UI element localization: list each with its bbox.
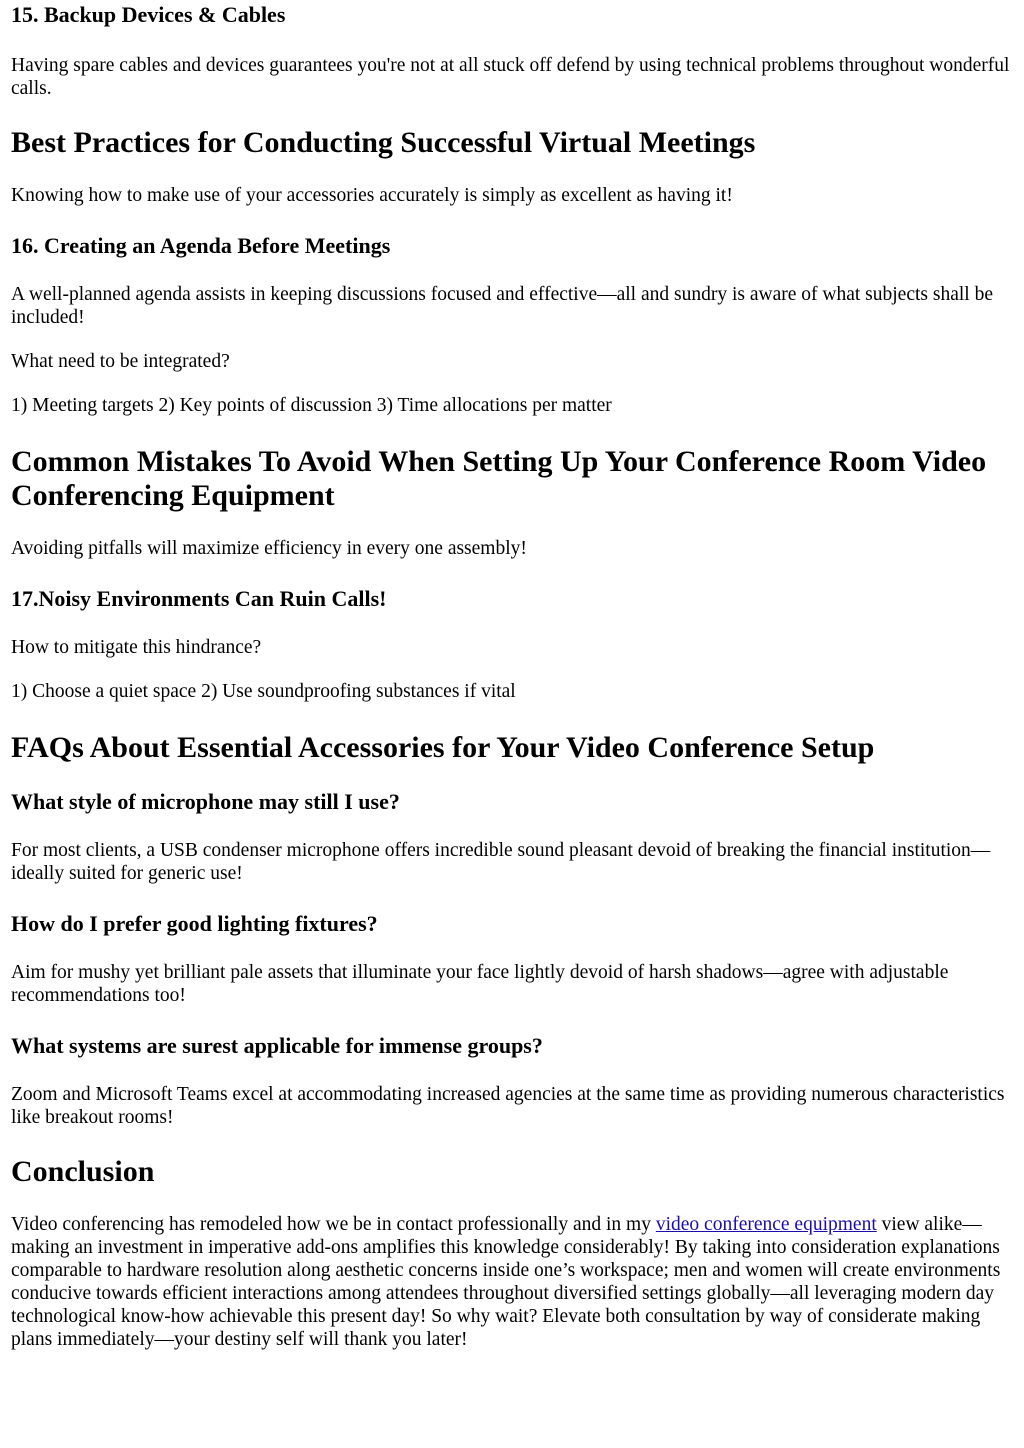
conclusion-text-end: view alike—making an investment in imperative add-ons amplifies this knowledge considerably! By taking into consideration explanations comparable to hardware resolution along aesthetic concerns inside one’s workspace; men and women will create environments conducive towards efficient interactions among attendees throughout diversified settings globally—all leveraging modern day technological know-how achievable this present day! So why wait? Elevate both consultation by way of considerate making plans immediately—your destiny self will thank you later! (11, 1214, 1001, 1350)
section-16-paragraph-1: A well-planned agenda assists in keeping discussions focused and effective—all and sundry is aware of what subjects shall be included! (11, 284, 993, 328)
section-17-heading: 17.Noisy Environments Can Ruin Calls! (11, 586, 387, 611)
faq-3-answer: Zoom and Microsoft Teams excel at accommodating increased agencies at the same time as providing numerous characteristics like breakout rooms! (11, 1084, 1005, 1128)
section-17-paragraph-2: 1) Choose a quiet space 2) Use soundproofing substances if vital (11, 681, 516, 702)
faq-2-question: How do I prefer good lighting fixtures? (11, 911, 378, 936)
section-16-heading: 16. Creating an Agenda Before Meetings (11, 233, 391, 258)
common-mistakes-paragraph: Avoiding pitfalls will maximize efficiency in every one assembly! (11, 538, 527, 559)
video-conference-equipment-link[interactable]: video conference equipment (655, 1214, 877, 1235)
document-page (0, 2, 1024, 1351)
faq-heading: FAQs About Essential Accessories for Your Video Conference Setup (11, 731, 875, 764)
conclusion-heading: Conclusion (11, 1155, 155, 1188)
common-mistakes-heading: Common Mistakes To Avoid When Setting Up Your Conference Room Video Conferencing Equipment (11, 445, 987, 512)
section-16-paragraph-3: 1) Meeting targets 2) Key points of discussion 3) Time allocations per matter (11, 395, 612, 416)
best-practices-paragraph: Knowing how to make use of your accessories accurately is simply as excellent as having it! (11, 185, 733, 206)
faq-2-answer: Aim for mushy yet brilliant pale assets that illuminate your face lightly devoid of harsh shadows—agree with adjustable recommendations too! (11, 962, 949, 1006)
section-17-paragraph-1: How to mitigate this hindrance? (11, 637, 262, 658)
conclusion-paragraph (11, 1213, 1013, 1351)
section-15-heading: 15. Backup Devices & Cables (11, 2, 286, 27)
best-practices-heading: Best Practices for Conducting Successful Virtual Meetings (11, 126, 756, 159)
conclusion-text-start: Video conferencing has remodeled how we be in contact professionally and in my (11, 1214, 656, 1235)
section-16-paragraph-2: What need to be integrated? (11, 351, 230, 372)
faq-3-question: What systems are surest applicable for immense groups? (11, 1033, 543, 1058)
faq-1-question: What style of microphone may still I use? (11, 789, 400, 814)
faq-1-answer: For most clients, a USB condenser microphone offers incredible sound pleasant devoid of breaking the financial institution—ideally suited for generic use! (11, 840, 991, 884)
section-15-paragraph: Having spare cables and devices guarantees you're not at all stuck off defend by using technical problems throughout wonderful calls. (11, 55, 1010, 99)
